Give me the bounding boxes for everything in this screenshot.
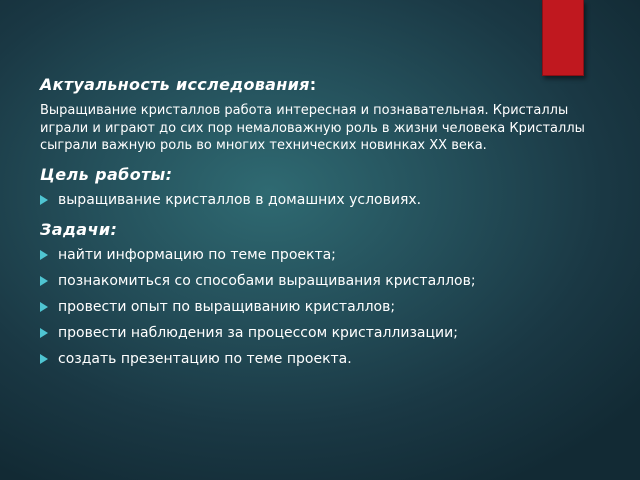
red-accent-bar: [542, 0, 584, 76]
triangle-bullet-icon: [40, 195, 48, 205]
triangle-bullet-icon: [40, 276, 48, 286]
task-item-text: найти информацию по теме проекта;: [58, 246, 336, 263]
tasks-heading: Задачи:: [40, 219, 118, 239]
task-item: [40, 297, 600, 317]
task-item: [40, 245, 600, 265]
task-item: [40, 349, 600, 369]
task-item-text: провести опыт по выращиванию кристаллов;: [58, 298, 396, 315]
goal-item: [40, 190, 600, 210]
task-item: [40, 271, 600, 291]
goal-heading: Цель работы:: [40, 164, 173, 184]
triangle-bullet-icon: [40, 302, 48, 312]
triangle-bullet-icon: [40, 250, 48, 260]
slide-content: [40, 74, 600, 375]
task-item: [40, 323, 600, 343]
relevance-heading: [40, 74, 600, 96]
relevance-heading-colon: :: [309, 75, 317, 94]
triangle-bullet-icon: [40, 354, 48, 364]
goal-list: [40, 190, 600, 210]
task-item-text: познакомиться со способами выращивания кристаллов;: [58, 272, 476, 289]
tasks-list: [40, 245, 600, 369]
goal-item-text: выращивание кристаллов в домашних условиях.: [58, 191, 422, 208]
task-item-text: создать презентацию по теме проекта.: [58, 350, 352, 367]
relevance-text: Выращивание кристаллов работа интересная и познавательная. Кристаллы играли и играют до сих пор немаловажную роль в жизни человека Кристаллы сыграли важную роль во многих технических новинках XX века.: [40, 103, 585, 153]
relevance-heading-text: Актуальность исследования: [40, 75, 310, 94]
triangle-bullet-icon: [40, 328, 48, 338]
task-item-text: провести наблюдения за процессом кристаллизации;: [58, 324, 458, 341]
